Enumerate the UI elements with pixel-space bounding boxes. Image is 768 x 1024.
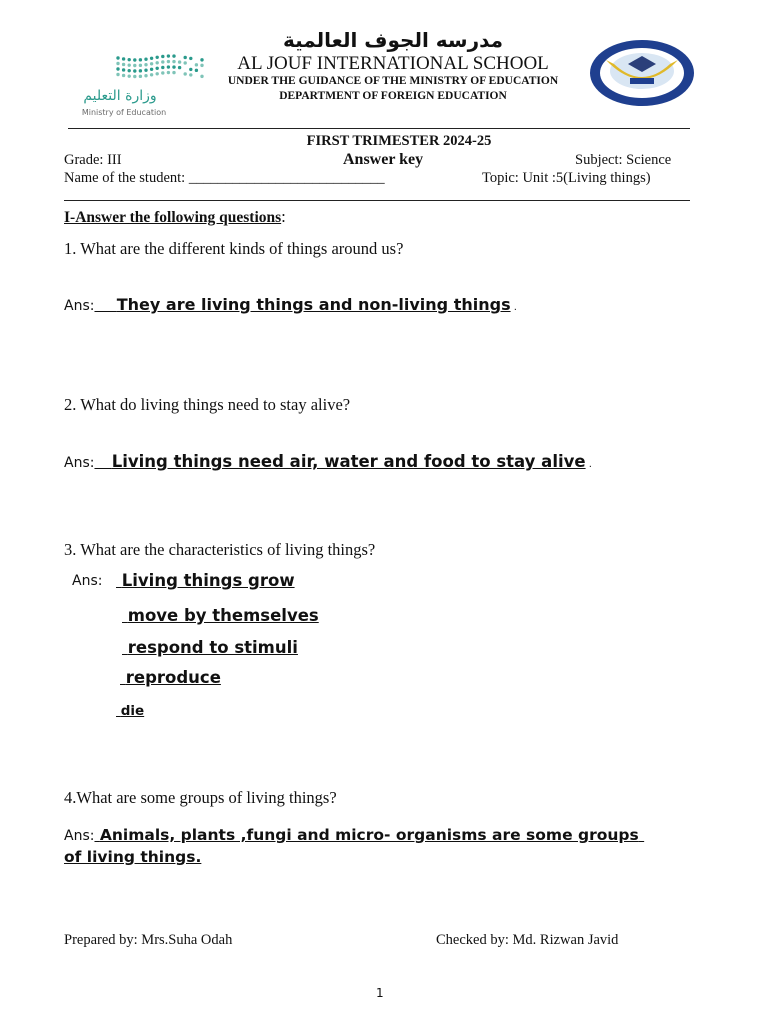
moe-dot (122, 57, 125, 60)
moe-dot (144, 63, 147, 66)
moe-dot (156, 72, 159, 75)
prepared-by: Prepared by: Mrs.Suha Odah (64, 932, 233, 948)
moe-dot (189, 57, 192, 60)
grade-label: Grade: III (64, 152, 122, 168)
answer-label: Ans: (72, 573, 103, 589)
moe-dot (167, 60, 170, 63)
answer-label: Ans: (64, 298, 95, 314)
moe-arabic-label: وزارة التعليم (83, 88, 157, 104)
moe-dot (178, 60, 181, 63)
question-3: 3. What are the characteristics of living things? (64, 540, 376, 559)
answer-3-item-3: respond to stimuli (127, 638, 298, 657)
moe-dot (161, 66, 164, 69)
moe-dot (116, 62, 119, 65)
moe-dot (172, 65, 175, 68)
moe-dot (139, 69, 142, 72)
moe-dot (167, 65, 170, 68)
moe-dot (200, 64, 203, 67)
section-title (64, 207, 286, 227)
moe-dots-icon (70, 50, 210, 86)
page-number: 1 (376, 986, 384, 1000)
moe-dot (200, 75, 203, 78)
moe-dot (156, 56, 159, 59)
moe-dot (161, 55, 164, 58)
moe-dot (133, 69, 136, 72)
question-1: 1. What are the different kinds of things around us? (64, 239, 404, 258)
topic-label: Topic: Unit :5(Living things) (482, 170, 651, 186)
section-title-colon: : (281, 207, 286, 226)
moe-dot (150, 62, 153, 65)
info-divider (64, 200, 690, 201)
answer-3-item-5: die (120, 703, 145, 719)
moe-dot (139, 75, 142, 78)
question-2: 2. What do living things need to stay alive? (64, 395, 351, 414)
moe-dot (184, 61, 187, 64)
moe-dot (128, 74, 131, 77)
moe-dot (167, 71, 170, 74)
moe-dot (172, 60, 175, 63)
moe-dot (128, 63, 131, 66)
moe-dot (150, 68, 153, 71)
school-arabic-title: مدرسه الجوف العالمية (282, 28, 504, 52)
student-name-field: Name of the student: ___________________________ (64, 170, 385, 186)
moe-dot (144, 74, 147, 77)
moe-dot (133, 58, 136, 61)
moe-dot (156, 61, 159, 64)
moe-dot (178, 66, 181, 69)
moe-dot (144, 57, 147, 60)
section-title-text: I-Answer the following questions (64, 209, 282, 226)
answer-label: Ans: (64, 828, 95, 844)
moe-dot (172, 54, 175, 57)
answer-3-item-1: Living things grow (121, 571, 295, 590)
moe-dot (184, 56, 187, 59)
moe-english-label: Ministry of Education (81, 108, 167, 117)
department-line: DEPARTMENT OF FOREIGN EDUCATION (279, 90, 507, 102)
moe-dot (122, 74, 125, 77)
guidance-line: UNDER THE GUIDANCE OF THE MINISTRY OF EDUCATION (227, 75, 559, 87)
moe-dot (200, 58, 203, 61)
answer-4-text-line-1: Animals, plants ,fungi and micro- organisms are some groups (99, 826, 639, 844)
answer-2-text: Living things need air, water and food to stay alive (111, 452, 586, 471)
moe-dot (172, 71, 175, 74)
answer-3-item-4: reproduce (125, 668, 221, 687)
moe-dot (156, 67, 159, 70)
moe-dot (150, 73, 153, 76)
question-4: 4.What are some groups of living things? (64, 788, 337, 807)
answer-2: Ans: Living things need air, water and food to stay alive . (64, 452, 592, 471)
moe-dot (161, 60, 164, 63)
moe-dot (195, 63, 198, 66)
school-seal (588, 38, 696, 108)
checked-by: Checked by: Md. Rizwan Javid (436, 932, 619, 948)
answer-1: Ans: They are living things and non-living things . (64, 295, 517, 314)
moe-dot (195, 69, 198, 72)
moe-dot (128, 58, 131, 61)
answer-1-text: They are living things and non-living things (116, 295, 511, 314)
moe-dot (161, 71, 164, 74)
answer-label: Ans: (64, 455, 95, 471)
header-divider-right (258, 128, 690, 129)
ministry-of-education-logo (70, 50, 210, 122)
moe-dot (122, 68, 125, 71)
moe-dot (122, 63, 125, 66)
trimester-title: FIRST TRIMESTER 2024-25 (306, 133, 492, 149)
moe-dot (128, 69, 131, 72)
moe-dot (116, 73, 119, 76)
moe-dot (167, 54, 170, 57)
moe-dot (150, 57, 153, 60)
school-name: AL JOUF INTERNATIONAL SCHOOL (237, 53, 549, 74)
moe-dot (184, 72, 187, 75)
header-divider-left (68, 128, 258, 129)
moe-dot (133, 64, 136, 67)
moe-dot (144, 68, 147, 71)
subject-label: Subject: Science (575, 152, 672, 168)
answer-4 (64, 826, 644, 845)
moe-dot (189, 73, 192, 76)
moe-dot (139, 64, 142, 67)
moe-dot (116, 56, 119, 59)
moe-dot (133, 75, 136, 78)
moe-dot (116, 67, 119, 70)
answer-4-text-line-2: of living things. (64, 848, 202, 866)
moe-dot (139, 58, 142, 61)
answer-key-label: Answer key (343, 151, 424, 168)
moe-dot (189, 68, 192, 71)
school-seal-icon (588, 38, 696, 108)
answer-3-item-2: move by themselves (127, 606, 319, 625)
